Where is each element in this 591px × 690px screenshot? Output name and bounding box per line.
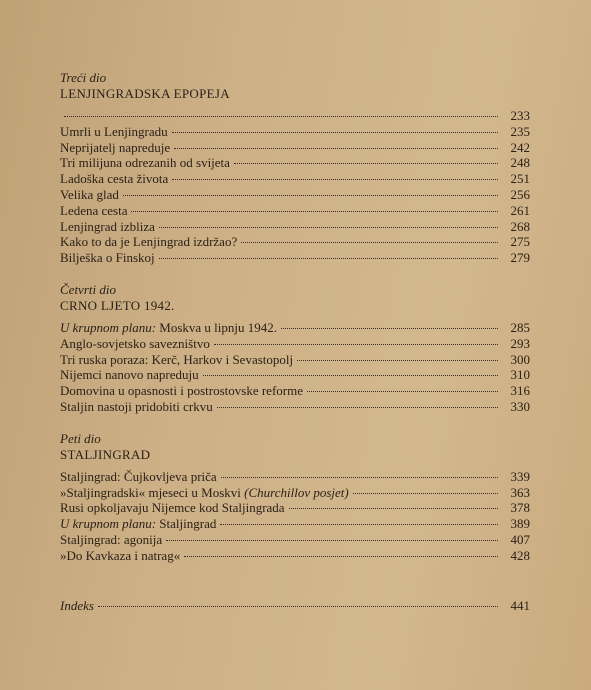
entry-title-text: Kako to da je Lenjingrad izdržao? [60, 234, 238, 250]
index-entry[interactable] [60, 598, 530, 614]
entry-title [60, 320, 277, 336]
page-number: 428 [510, 547, 530, 563]
page-number: 407 [510, 531, 530, 547]
entry-title [60, 485, 349, 501]
dot-leader [131, 211, 498, 212]
entry-title-text: »Staljingradski« mjeseci u Moskvi [60, 484, 241, 500]
page-number: 248 [510, 155, 530, 171]
entry-title [60, 469, 217, 485]
dot-leader [64, 116, 498, 117]
page-number: 235 [510, 123, 530, 139]
toc-entry[interactable] [60, 108, 530, 124]
dot-leader [159, 227, 498, 228]
dot-leader [174, 148, 498, 149]
toc-entry[interactable] [60, 124, 530, 140]
entry-title [60, 532, 162, 548]
entry-title [60, 124, 168, 140]
entry-title [60, 352, 293, 368]
dot-leader [217, 407, 498, 408]
entry-title [60, 500, 285, 516]
dot-leader [289, 508, 498, 509]
entry-title-italic: (Churchillov posjet) [244, 484, 349, 500]
entry-title [60, 171, 168, 187]
entry-title-text: »Do Kavkaza i natrag« [60, 547, 181, 563]
toc-entry[interactable] [60, 171, 530, 187]
dot-leader [98, 606, 498, 607]
entry-title-text: Domovina u opasnosti i postrostovske reforme [60, 383, 303, 399]
toc-entry[interactable] [60, 320, 530, 336]
toc-entry[interactable] [60, 155, 530, 171]
page-number: 441 [510, 597, 530, 613]
part-label: Peti dio [60, 430, 101, 446]
dot-leader [297, 360, 498, 361]
page-number: 268 [510, 218, 530, 234]
entry-title [60, 234, 237, 250]
entry-title [60, 336, 210, 352]
toc-entry[interactable] [60, 367, 530, 383]
toc-entry[interactable] [60, 140, 530, 156]
toc-entry[interactable] [60, 485, 530, 501]
entry-title [60, 516, 216, 532]
page-number: 279 [510, 250, 530, 266]
part-title: LENJINGRADSKA EPOPEJA [60, 86, 230, 101]
toc-entry[interactable] [60, 336, 530, 352]
dot-leader [166, 540, 498, 541]
page-number: 310 [510, 367, 530, 383]
dot-leader [172, 132, 498, 133]
page-number: 256 [510, 186, 530, 202]
entry-title [60, 399, 213, 415]
entry-title-text: Velika glad [60, 186, 119, 202]
dot-leader [220, 524, 498, 525]
page-number: 275 [510, 234, 530, 250]
toc-entry[interactable] [60, 516, 530, 532]
dot-leader [172, 179, 498, 180]
entry-title-text: Anglo-sovjetsko savezništvo [60, 335, 210, 351]
page-number: 285 [510, 319, 530, 335]
toc-entry[interactable] [60, 352, 530, 368]
part-title: STALJINGRAD [60, 446, 151, 462]
page-number: 389 [510, 516, 530, 532]
toc-entry[interactable] [60, 383, 530, 399]
entry-title-text: Nijemci nanovo napreduju [60, 367, 199, 383]
entry-title-text: Rusi opkoljavaju Nijemce kod Staljingrada [60, 500, 285, 516]
dot-leader [123, 195, 498, 196]
part-title: CRNO LJETO 1942. [60, 297, 175, 313]
entry-title-text: Lenjingrad izbliza [60, 218, 155, 234]
page-number: 378 [510, 500, 530, 516]
part-section [60, 282, 530, 415]
entry-title-text: Ledena cesta [60, 202, 128, 218]
toc-entry[interactable] [60, 548, 530, 564]
entry-title [60, 155, 230, 171]
entry-title [60, 548, 180, 564]
entry-title-text: Staljingrad [159, 516, 217, 532]
entry-title [60, 219, 155, 235]
entry-title-text: Ladoška cesta života [60, 171, 169, 187]
entry-title-text: Umrli u Lenjingradu [60, 123, 168, 139]
entry-title-text: Tri milijuna odrezanih od svijeta [60, 155, 230, 171]
toc-entry[interactable] [60, 203, 530, 219]
entry-title-text: Neprijatelj napreduje [60, 139, 171, 155]
page-number: 251 [510, 171, 530, 187]
entry-title: Indeks [60, 597, 94, 613]
part-section [60, 431, 530, 564]
toc-entry[interactable] [60, 234, 530, 250]
part-section [60, 70, 530, 266]
table-of-contents [60, 70, 530, 613]
part-label: Četvrti dio [60, 281, 116, 297]
toc-entry[interactable] [60, 532, 530, 548]
dot-leader [203, 375, 498, 376]
toc-entry[interactable] [60, 500, 530, 516]
dot-leader [234, 163, 498, 164]
page-number: 363 [510, 484, 530, 500]
entry-title [60, 367, 199, 383]
entry-title-text: Staljin nastoji pridobiti crkvu [60, 398, 213, 414]
entry-title [60, 203, 127, 219]
dot-leader [353, 493, 498, 494]
entry-title-italic: U krupnom planu: [60, 516, 157, 532]
page-number: 242 [510, 139, 530, 155]
page-number: 316 [510, 383, 530, 399]
entry-title [60, 187, 119, 203]
toc-entry[interactable] [60, 399, 530, 415]
page-number: 293 [510, 335, 530, 351]
dot-leader [221, 477, 498, 478]
entry-title [60, 140, 170, 156]
toc-entry[interactable] [60, 187, 530, 203]
dot-leader [281, 328, 498, 329]
entry-title-text: Staljingrad: Čujkovljeva priča [60, 468, 217, 484]
entry-title-italic: U krupnom planu: [60, 319, 157, 335]
entry-title-text: Staljingrad: agonija [60, 531, 163, 547]
entry-title-text: Tri ruska poraza: Kerč, Harkov i Sevastopolj [60, 351, 294, 367]
entry-title-text: Bilješka o Finskoj [60, 250, 155, 266]
page-number: 300 [510, 351, 530, 367]
page-number: 339 [510, 468, 530, 484]
page-number: 261 [510, 202, 530, 218]
entry-title [60, 383, 303, 399]
toc-entry[interactable] [60, 250, 530, 266]
dot-leader [159, 258, 498, 259]
dot-leader [241, 242, 498, 243]
page-number: 233 [510, 108, 530, 123]
dot-leader [307, 391, 498, 392]
dot-leader [184, 556, 498, 557]
part-label: Treći dio [60, 70, 107, 85]
page-number: 330 [510, 398, 530, 414]
entry-title-text: Moskva u lipnju 1942. [159, 319, 278, 335]
toc-entry[interactable] [60, 469, 530, 485]
dot-leader [214, 344, 498, 345]
entry-title [60, 250, 155, 266]
toc-entry[interactable] [60, 219, 530, 235]
